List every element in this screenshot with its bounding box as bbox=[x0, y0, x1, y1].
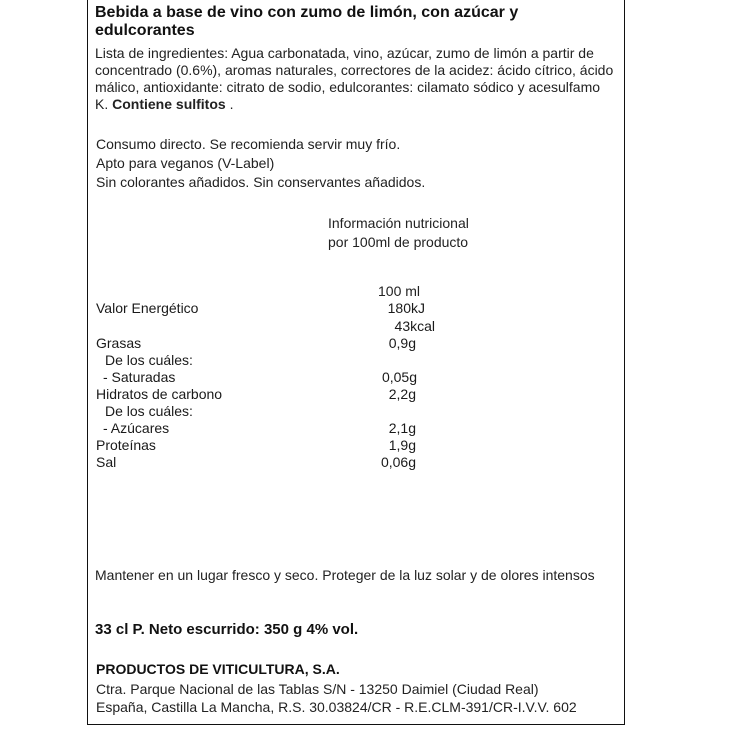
ingredients-text: Lista de ingredientes: Agua carbonatada, vino, azúcar, zumo de limón a partir de concentrado (0.6%), aromas naturales, correctores de la acidez: ácido cítrico, ácido málico, antioxidante: citrato de sodio, edulcorantes: cilamato sódico y acesulfamo K. bbox=[95, 45, 614, 112]
nutrition-header-line2: por 100ml de producto bbox=[328, 234, 469, 250]
net-volume-line: 33 cl P. Neto escurrido: 350 g 4% vol. bbox=[95, 621, 359, 638]
nutrition-row-label: Grasas bbox=[96, 335, 142, 351]
nutrition-row-value: 1,9g bbox=[388, 437, 416, 453]
nutrition-row-value: 180kJ bbox=[387, 300, 425, 316]
producer-address-line1: Ctra. Parque Nacional de las Tablas S/N - 13250 Daimiel (Ciudad Real) bbox=[96, 681, 539, 697]
nutrition-row-value: 0,06g bbox=[380, 454, 416, 470]
nutrition-row-label: - Azúcares bbox=[103, 420, 170, 436]
nutrition-row-value: 2,2g bbox=[388, 386, 416, 402]
nutrition-row-value: 2,1g bbox=[388, 420, 416, 436]
nutrition-row-label: - Saturadas bbox=[103, 369, 176, 385]
note-additives: Sin colorantes añadidos. Sin conservantes añadidos. bbox=[96, 174, 426, 190]
storage-instructions: Mantener en un lugar fresco y seco. Proteger de la luz solar y de olores intensos bbox=[95, 567, 595, 583]
nutrition-row-value: 43kcal bbox=[394, 318, 435, 334]
note-vegan: Apto para veganos (V-Label) bbox=[96, 155, 275, 171]
ingredients-list bbox=[95, 45, 617, 113]
nutrition-column-header: 100 ml bbox=[378, 283, 421, 299]
allergen-warning: Contiene sulfitos bbox=[112, 96, 226, 112]
producer-address-line2: España, Castilla La Mancha, R.S. 30.03824/CR - R.E.CLM-391/CR-I.V.V. 602 bbox=[96, 699, 577, 715]
nutrition-row-label: De los cuáles: bbox=[105, 403, 193, 419]
nutrition-row-value: 0,05g bbox=[381, 369, 417, 385]
nutrition-row-label: Sal bbox=[96, 454, 117, 470]
nutrition-row-label: Valor Energético bbox=[96, 300, 199, 316]
nutrition-row-label: De los cuáles: bbox=[105, 352, 193, 368]
nutrition-row-value: 0,9g bbox=[388, 335, 416, 351]
note-consumption: Consumo directo. Se recomienda servir muy frío. bbox=[96, 136, 401, 152]
nutrition-row-label: Proteínas bbox=[96, 437, 156, 453]
producer-name: PRODUCTOS DE VITICULTURA, S.A. bbox=[96, 661, 340, 677]
nutrition-header-line1: Información nutricional bbox=[328, 215, 469, 231]
product-title: Bebida a base de vino con zumo de limón, con azúcar y edulcorantes bbox=[95, 4, 519, 39]
nutrition-row-label: Hidratos de carbono bbox=[96, 386, 223, 402]
ingredients-end: . bbox=[225, 96, 234, 112]
